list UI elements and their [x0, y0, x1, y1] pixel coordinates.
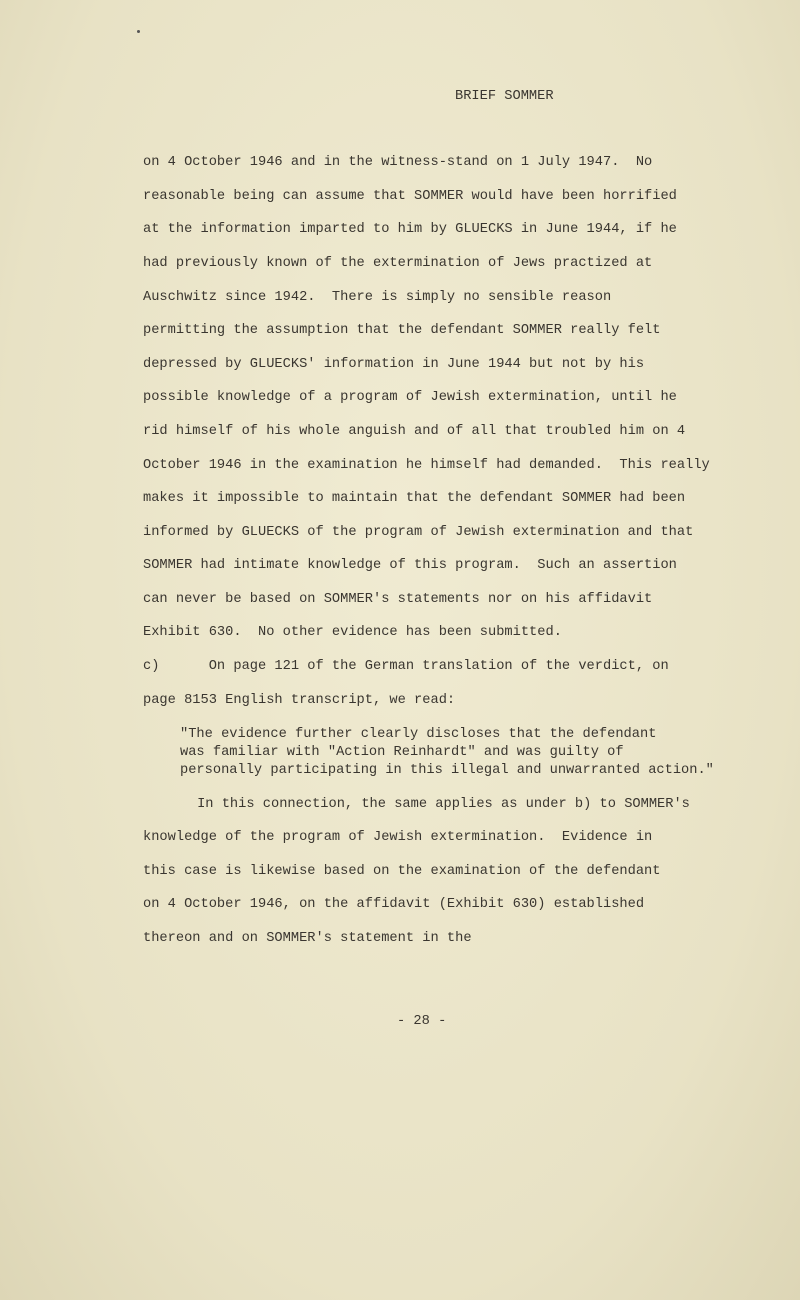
- page-number: - 28 -: [397, 1014, 447, 1029]
- body-line: knowledge of the program of Jewish extermination. Evidence in: [143, 830, 653, 845]
- quote-line: was familiar with "Action Reinhardt" and was guilty of: [180, 745, 624, 760]
- page-header: BRIEF SOMMER: [455, 89, 554, 104]
- body-line: rid himself of his whole anguish and of all that troubled him on 4: [143, 424, 686, 439]
- body-line: thereon and on SOMMER's statement in the: [143, 931, 472, 946]
- body-line: October 1946 in the examination he himself had demanded. This really: [143, 458, 710, 473]
- body-line: makes it impossible to maintain that the defendant SOMMER had been: [143, 491, 686, 506]
- body-line: Exhibit 630. No other evidence has been submitted.: [143, 625, 562, 640]
- body-line: informed by GLUECKS of the program of Jewish extermination and that: [143, 525, 694, 540]
- body-line: depressed by GLUECKS' information in June 1944 but not by his: [143, 357, 645, 372]
- body-line: Auschwitz since 1942. There is simply no sensible reason: [143, 290, 612, 305]
- body-line: on 4 October 1946, on the affidavit (Exhibit 630) established: [143, 897, 645, 912]
- body-line: reasonable being can assume that SOMMER would have been horrified: [143, 189, 677, 204]
- body-line: at the information imparted to him by GLUECKS in June 1944, if he: [143, 222, 677, 237]
- quote-line: "The evidence further clearly discloses that the defendant: [180, 727, 657, 742]
- body-line: c) On page 121 of the German translation of the verdict, on: [143, 659, 669, 674]
- body-line: page 8153 English transcript, we read:: [143, 693, 456, 708]
- body-line: SOMMER had intimate knowledge of this program. Such an assertion: [143, 558, 677, 573]
- body-line: possible knowledge of a program of Jewish extermination, until he: [143, 390, 677, 405]
- body-line: this case is likewise based on the examination of the defendant: [143, 864, 661, 879]
- body-line: can never be based on SOMMER's statements nor on his affidavit: [143, 592, 653, 607]
- body-line: had previously known of the extermination of Jews practized at: [143, 256, 653, 271]
- body-line: permitting the assumption that the defendant SOMMER really felt: [143, 323, 661, 338]
- quote-line: personally participating in this illegal and unwarranted action.": [180, 763, 714, 778]
- ink-speck: [137, 30, 140, 33]
- body-line: on 4 October 1946 and in the witness-stand on 1 July 1947. No: [143, 155, 653, 170]
- body-line: In this connection, the same applies as under b) to SOMMER's: [156, 797, 690, 812]
